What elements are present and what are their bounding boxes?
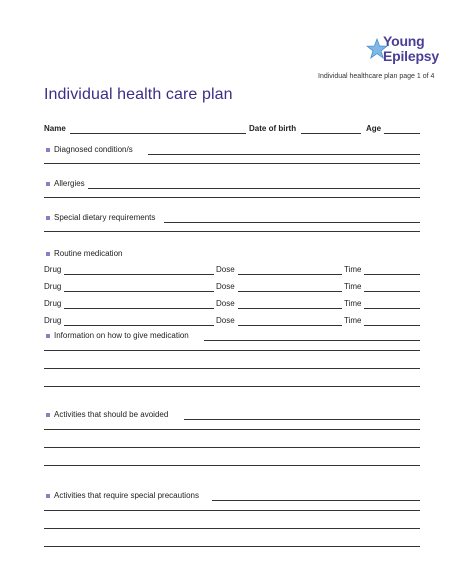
dose-field-line[interactable] xyxy=(238,291,342,292)
name-field-line[interactable] xyxy=(70,133,246,134)
time-field-line[interactable] xyxy=(364,325,420,326)
section-dietary xyxy=(44,213,420,225)
dietary-label: Special dietary requirements xyxy=(54,213,156,222)
how-to-give-extra-line[interactable] xyxy=(44,350,420,351)
precautions-extra-line[interactable] xyxy=(44,546,420,547)
dose-label: Dose xyxy=(216,316,235,325)
time-label: Time xyxy=(344,282,362,291)
dose-label: Dose xyxy=(216,299,235,308)
dob-field-line[interactable] xyxy=(301,133,361,134)
avoided-extra-line[interactable] xyxy=(44,465,420,466)
time-label: Time xyxy=(344,299,362,308)
dietary-field-line[interactable] xyxy=(164,222,420,223)
time-field-line[interactable] xyxy=(364,274,420,275)
allergies-field-line[interactable] xyxy=(88,188,420,189)
dose-label: Dose xyxy=(216,265,235,274)
time-field-line[interactable] xyxy=(364,308,420,309)
name-label: Name xyxy=(44,124,66,133)
dietary-extra-line[interactable] xyxy=(44,231,420,232)
avoided-extra-line[interactable] xyxy=(44,447,420,448)
diagnosed-label: Diagnosed condition/s xyxy=(54,145,133,154)
section-diagnosed xyxy=(44,145,420,157)
avoided-extra-line[interactable] xyxy=(44,429,420,430)
medication-row xyxy=(44,265,420,277)
young-epilepsy-logo xyxy=(366,34,456,72)
header-fields-row xyxy=(44,124,420,136)
precautions-extra-line[interactable] xyxy=(44,528,420,529)
section-allergies xyxy=(44,179,420,191)
dose-field-line[interactable] xyxy=(238,325,342,326)
drug-field-line[interactable] xyxy=(64,291,214,292)
dose-field-line[interactable] xyxy=(238,308,342,309)
precautions-field-line[interactable] xyxy=(212,500,420,501)
diagnosed-extra-line[interactable] xyxy=(44,163,420,164)
dose-label: Dose xyxy=(216,282,235,291)
bullet-icon xyxy=(46,182,50,186)
page-title: Individual health care plan xyxy=(44,86,233,103)
bullet-icon xyxy=(46,413,50,417)
section-how-to-give xyxy=(44,331,420,343)
drug-field-line[interactable] xyxy=(64,325,214,326)
avoided-label: Activities that should be avoided xyxy=(54,410,169,419)
how-to-give-extra-line[interactable] xyxy=(44,368,420,369)
time-field-line[interactable] xyxy=(364,291,420,292)
section-precautions xyxy=(44,491,420,503)
dob-label: Date of birth xyxy=(249,124,297,133)
page-reference: Individual healthcare plan page 1 of 4 xyxy=(318,73,435,80)
drug-label: Drug xyxy=(44,265,62,274)
how-to-give-extra-line[interactable] xyxy=(44,386,420,387)
how-to-give-field-line[interactable] xyxy=(204,340,420,341)
logo-line-1: Young xyxy=(383,33,425,49)
logo-line-2: Epilepsy xyxy=(383,48,439,64)
section-routine-medication xyxy=(44,249,420,261)
how-to-give-label: Information on how to give medication xyxy=(54,331,189,340)
dose-field-line[interactable] xyxy=(238,274,342,275)
medication-row xyxy=(44,282,420,294)
drug-field-line[interactable] xyxy=(64,274,214,275)
drug-field-line[interactable] xyxy=(64,308,214,309)
allergies-label: Allergies xyxy=(54,179,85,188)
bullet-icon xyxy=(46,148,50,152)
bullet-icon xyxy=(46,334,50,338)
routine-medication-label: Routine medication xyxy=(54,249,123,258)
diagnosed-field-line[interactable] xyxy=(148,154,420,155)
precautions-extra-line[interactable] xyxy=(44,510,420,511)
time-label: Time xyxy=(344,265,362,274)
avoided-field-line[interactable] xyxy=(184,419,420,420)
precautions-label: Activities that require special precautions xyxy=(54,491,199,500)
medication-row xyxy=(44,299,420,311)
bullet-icon xyxy=(46,216,50,220)
bullet-icon xyxy=(46,252,50,256)
drug-label: Drug xyxy=(44,299,62,308)
bullet-icon xyxy=(46,494,50,498)
age-field-line[interactable] xyxy=(384,133,420,134)
drug-label: Drug xyxy=(44,316,62,325)
age-label: Age xyxy=(366,124,382,133)
drug-label: Drug xyxy=(44,282,62,291)
section-avoided xyxy=(44,410,420,422)
time-label: Time xyxy=(344,316,362,325)
allergies-extra-line[interactable] xyxy=(44,197,420,198)
medication-row xyxy=(44,316,420,328)
